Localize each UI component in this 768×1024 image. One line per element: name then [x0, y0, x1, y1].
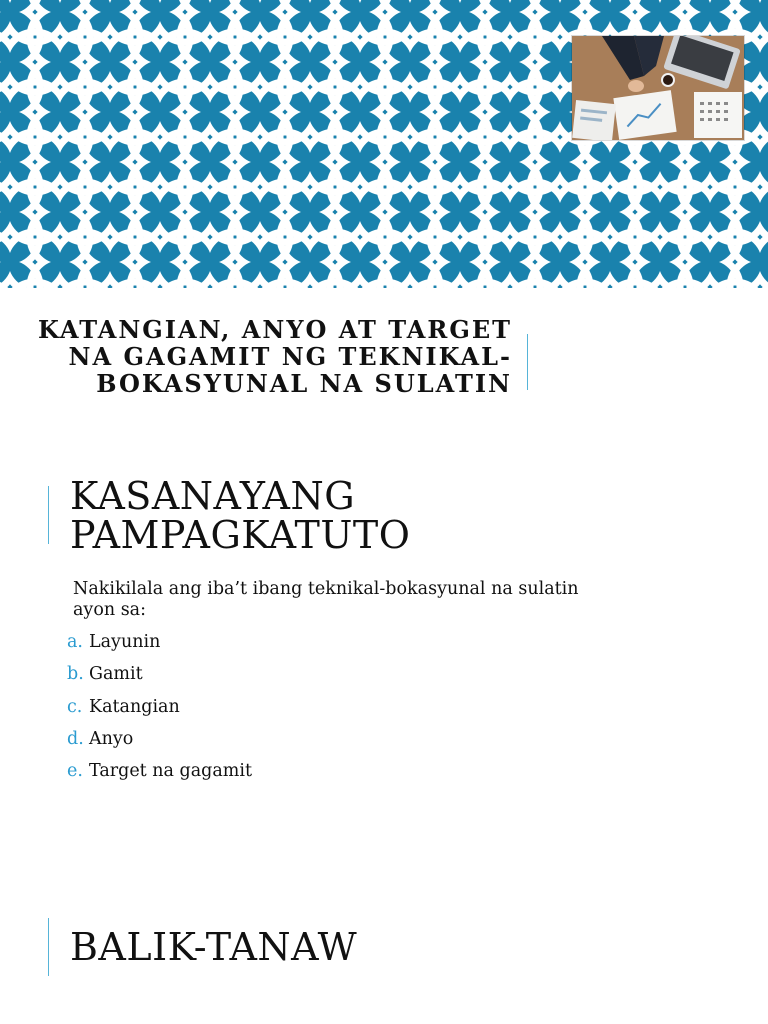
- list-marker: b.: [67, 664, 84, 685]
- slide-1-title-line-1: KATANGIAN, ANYO AT TARGET: [38, 315, 512, 344]
- list-marker: a.: [67, 632, 83, 652]
- list-item-label: Anyo: [89, 728, 134, 749]
- kasanayang-title: [70, 474, 411, 557]
- kasanayang-title-line-1: KASANAYANG: [70, 474, 356, 518]
- title-accent-divider: [527, 334, 528, 390]
- list-marker: c.: [67, 696, 83, 717]
- pattern-banner: [0, 0, 768, 288]
- list-item: [67, 695, 252, 727]
- slide-1-title-line-2: NA GAGAMIT NG TEKNIKAL-: [68, 342, 512, 371]
- list-item: [67, 630, 252, 662]
- list-item: [67, 759, 252, 791]
- list-marker: e.: [67, 761, 83, 782]
- list-item: [67, 727, 252, 759]
- kasanayang-title-line-2: PAMPAGKATUTO: [70, 513, 411, 557]
- balik-tanaw-title: BALIK-TANAW: [70, 925, 358, 969]
- list-item-label: Katangian: [89, 696, 180, 717]
- intro-line-1: Nakikilala ang iba’t ibang teknikal-bokasyunal na sulatin: [73, 579, 579, 599]
- balik-tanaw-accent-divider: [48, 918, 49, 976]
- list-marker: d.: [67, 728, 84, 749]
- slide-1-title-line-3: BOKASYUNAL NA SULATIN: [96, 369, 512, 398]
- competency-list: [67, 630, 252, 791]
- list-item-label: Gamit: [89, 664, 143, 685]
- learning-competency-intro: [70, 579, 643, 621]
- list-item-label: Layunin: [89, 632, 161, 652]
- list-item-label: Target na gagamit: [89, 761, 253, 782]
- section-accent-divider: [48, 486, 49, 544]
- list-item: [67, 662, 252, 694]
- office-desk-photo: [572, 36, 744, 140]
- slide-1-title: [30, 316, 512, 397]
- intro-line-2: ayon sa:: [73, 600, 146, 620]
